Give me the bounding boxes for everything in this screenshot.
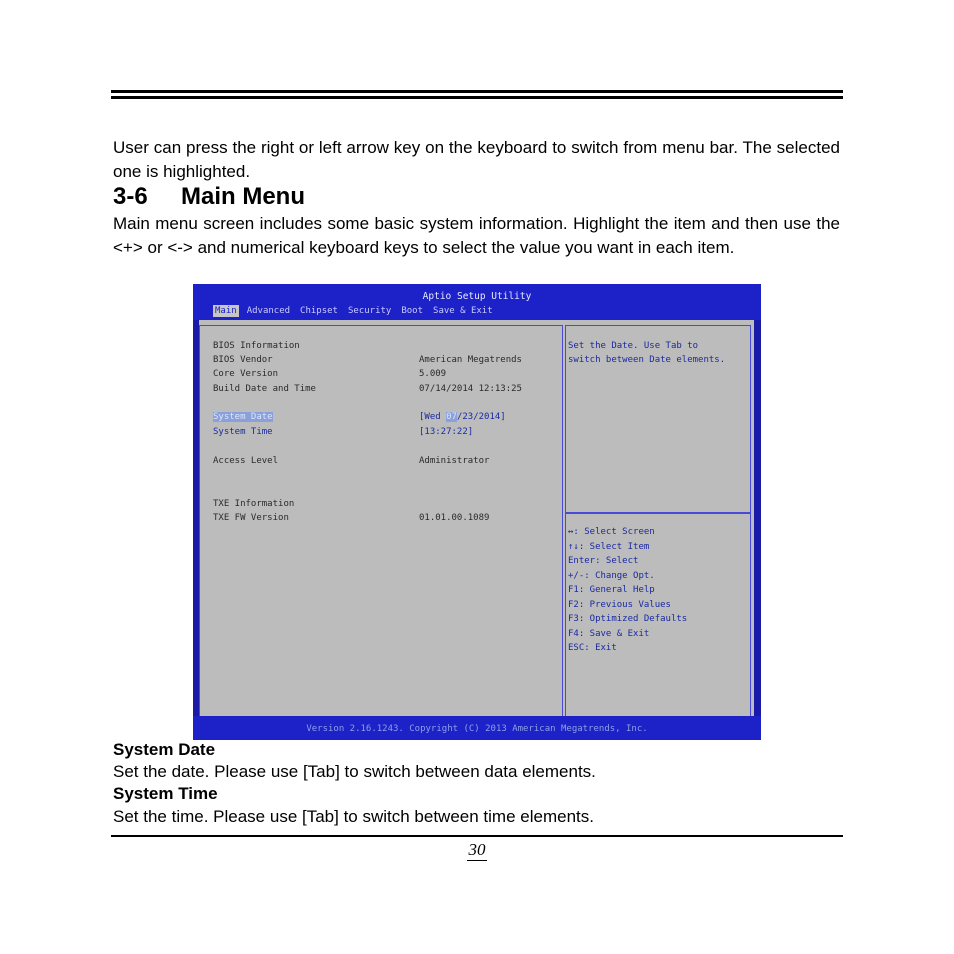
key-hint: F1: General Help [568,585,655,595]
system-date-description: Set the date. Please use [Tab] to switch between data elements. [113,762,596,781]
bios-menu-boot[interactable]: Boot [401,306,424,316]
access-level-label: Access Level [213,456,279,466]
build-date-label: Build Date and Time [213,384,316,394]
bios-info-heading: BIOS Information [213,341,300,351]
bios-menu-save-exit[interactable]: Save & Exit [433,306,493,316]
key-hint: F3: Optimized Defaults [568,614,688,624]
key-hint: +/-: Change Opt. [568,571,655,581]
build-date-value: 07/14/2014 12:13:25 [419,384,522,394]
system-time-label[interactable]: System Time [213,427,273,437]
help-text-line: Set the Date. Use Tab to [568,341,699,351]
bios-menu-bar [213,305,495,317]
key-hint: ↑↓: Select Item [568,542,650,552]
system-time-value[interactable]: [13:27:22] [419,427,474,437]
bios-vendor-value: American Megatrends [419,355,522,365]
core-version-value: 5.009 [419,369,447,379]
header-rule-bottom [111,96,843,99]
system-date-label[interactable] [213,411,273,423]
header-rule-top [111,90,843,93]
core-version-label: Core Version [213,369,279,379]
bios-menu-advanced[interactable]: Advanced [246,306,291,316]
key-hint: ESC: Exit [568,643,617,653]
bios-title: Aptio Setup Utility [422,291,532,302]
page-number: 30 [468,840,486,859]
key-hint: Enter: Select [568,556,639,566]
help-text-line: switch between Date elements. [568,355,726,365]
txe-fw-label: TXE FW Version [213,513,289,523]
system-date-label-text: System Date [213,412,273,422]
system-date-month-selected[interactable]: 07 [446,412,457,422]
help-divider [566,512,750,514]
txe-fw-value: 01.01.00.1089 [419,513,490,523]
bios-main-panel [199,320,754,716]
bios-vendor-label: BIOS Vendor [213,355,273,365]
system-date-value[interactable] [419,411,506,423]
section-number: 3-6 [113,183,148,210]
key-hint: ↔: Select Screen [568,527,655,537]
system-time-description: Set the time. Please use [Tab] to switch between time elements. [113,807,594,826]
bios-screenshot [193,284,761,740]
key-hint: F4: Save & Exit [568,629,650,639]
system-date-rest: /23/2014] [456,412,506,422]
footer-rule [111,835,843,837]
intro-text: User can press the right or left arrow key on the keyboard to switch from menu bar. The selected one is highlighted. [113,138,840,181]
bios-menu-chipset[interactable]: Chipset [300,306,338,316]
bios-help-pane [565,325,751,717]
system-date-heading: System Date [113,740,216,759]
key-hint: F2: Previous Values [568,600,671,610]
bios-menu-security[interactable]: Security [347,306,392,316]
system-date-day: [Wed [419,412,447,422]
section-paragraph: Main menu screen includes some basic system information. Highlight the item and then use the <+> or <-> and numerical keyboard keys to select the value you want in each item. [113,214,840,257]
section-heading [113,181,305,213]
system-time-heading: System Time [113,784,218,803]
access-level-value: Administrator [419,456,490,466]
txe-info-heading: TXE Information [213,499,295,509]
bios-footer-text: Version 2.16.1243. Copyright (C) 2013 American Megatrends, Inc. [306,724,648,734]
bios-settings-pane [199,325,563,717]
section-title: Main Menu [181,183,305,210]
bios-menu-main[interactable]: Main [215,306,237,316]
